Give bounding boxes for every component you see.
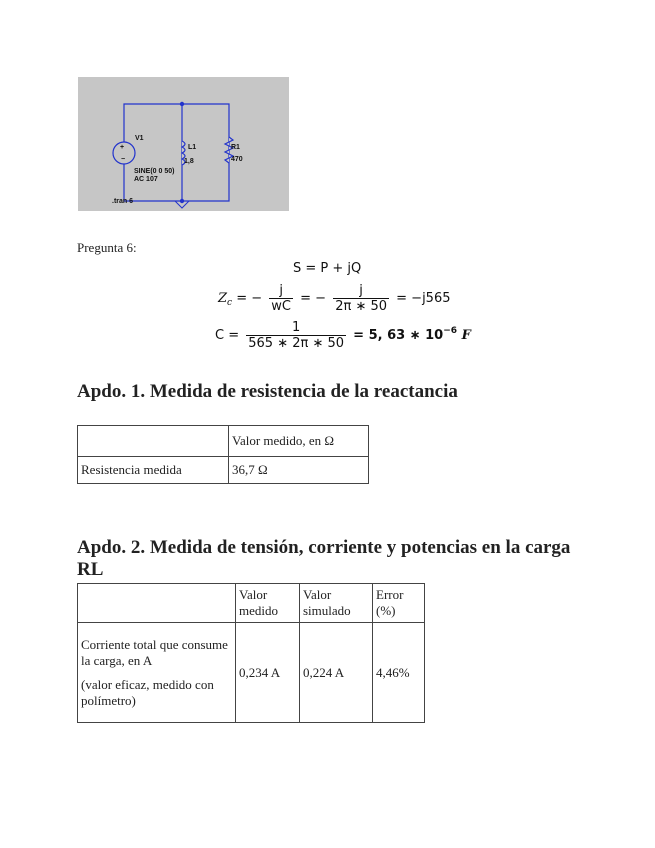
- zc-result: = −j565: [396, 291, 451, 306]
- table-row: [78, 457, 369, 484]
- source-ac-label: AC 107: [134, 176, 158, 183]
- c-result: = 5, 63 ∗ 10: [353, 328, 444, 343]
- c-lhs: C =: [215, 328, 240, 343]
- header-cell-error: Error (%): [373, 584, 425, 623]
- power-equation: [293, 261, 361, 276]
- row-label: [78, 623, 236, 723]
- c-exponent: −6: [443, 326, 458, 336]
- question-label: Pregunta 6:: [77, 240, 137, 255]
- simulated-value: 0,224 A: [300, 623, 373, 723]
- c-fraction: $\frac{1}{565 ∗ 2\pi ∗ 50}$: [248, 320, 345, 351]
- svg-text:+: +: [120, 144, 125, 151]
- section-2-heading: Apdo. 2. Medida de tensión, corriente y potencias en la carga RL: [77, 537, 571, 580]
- header-cell-measured: Valor medido, en Ω: [229, 426, 369, 457]
- power-equation-text: S = P + jQ: [293, 261, 362, 276]
- header-cell-simulated: Valor simulado: [300, 584, 373, 623]
- table-header-row: [78, 426, 369, 457]
- resistance-table: [77, 425, 369, 484]
- zc-fraction-2: $\frac{j}{2\pi ∗ 50}$: [335, 283, 388, 314]
- row-label-line-2: (valor eficaz, medido con polímetro): [81, 676, 214, 708]
- resistor-value-label: 470: [231, 156, 243, 163]
- current-table: [77, 583, 425, 723]
- header-cell-measured: Valor medido: [236, 584, 300, 623]
- row-label: Resistencia medida: [78, 457, 229, 484]
- zc-symbol: $Z_c$: [218, 291, 233, 308]
- source-spec-label: SINE(0 0 50): [134, 168, 175, 175]
- inductor-name-label: L1: [188, 144, 197, 151]
- table-header-row: [78, 584, 425, 623]
- svg-text:−: −: [121, 156, 126, 163]
- row-value: 36,7 Ω: [229, 457, 369, 484]
- impedance-equation: $Z_c$ = − $\frac{j}{wC}$ = − $\frac{j}{2\pi ∗ 50}$ = −j565: [218, 283, 451, 314]
- zc-fraction-1: $\frac{j}{wC}$: [271, 283, 292, 314]
- circuit-schematic: [78, 77, 289, 211]
- error-value: 4,46%: [373, 623, 425, 723]
- resistor-name-label: R1: [231, 144, 240, 151]
- c-unit: F: [461, 328, 471, 343]
- section-1-heading: Apdo. 1. Medida de resistencia de la reactancia: [77, 381, 458, 402]
- measured-value: 0,234 A: [236, 623, 300, 723]
- source-name-label: V1: [135, 135, 144, 142]
- row-label-line-1: Corriente total que consume la carga, en A: [81, 636, 228, 668]
- header-cell-empty: [78, 584, 236, 623]
- header-cell-empty: [78, 426, 229, 457]
- analysis-label: .tran 6: [112, 198, 134, 205]
- inductor-value-label: 1,8: [184, 158, 194, 165]
- capacitance-equation: [215, 320, 471, 351]
- table-row: [78, 623, 425, 723]
